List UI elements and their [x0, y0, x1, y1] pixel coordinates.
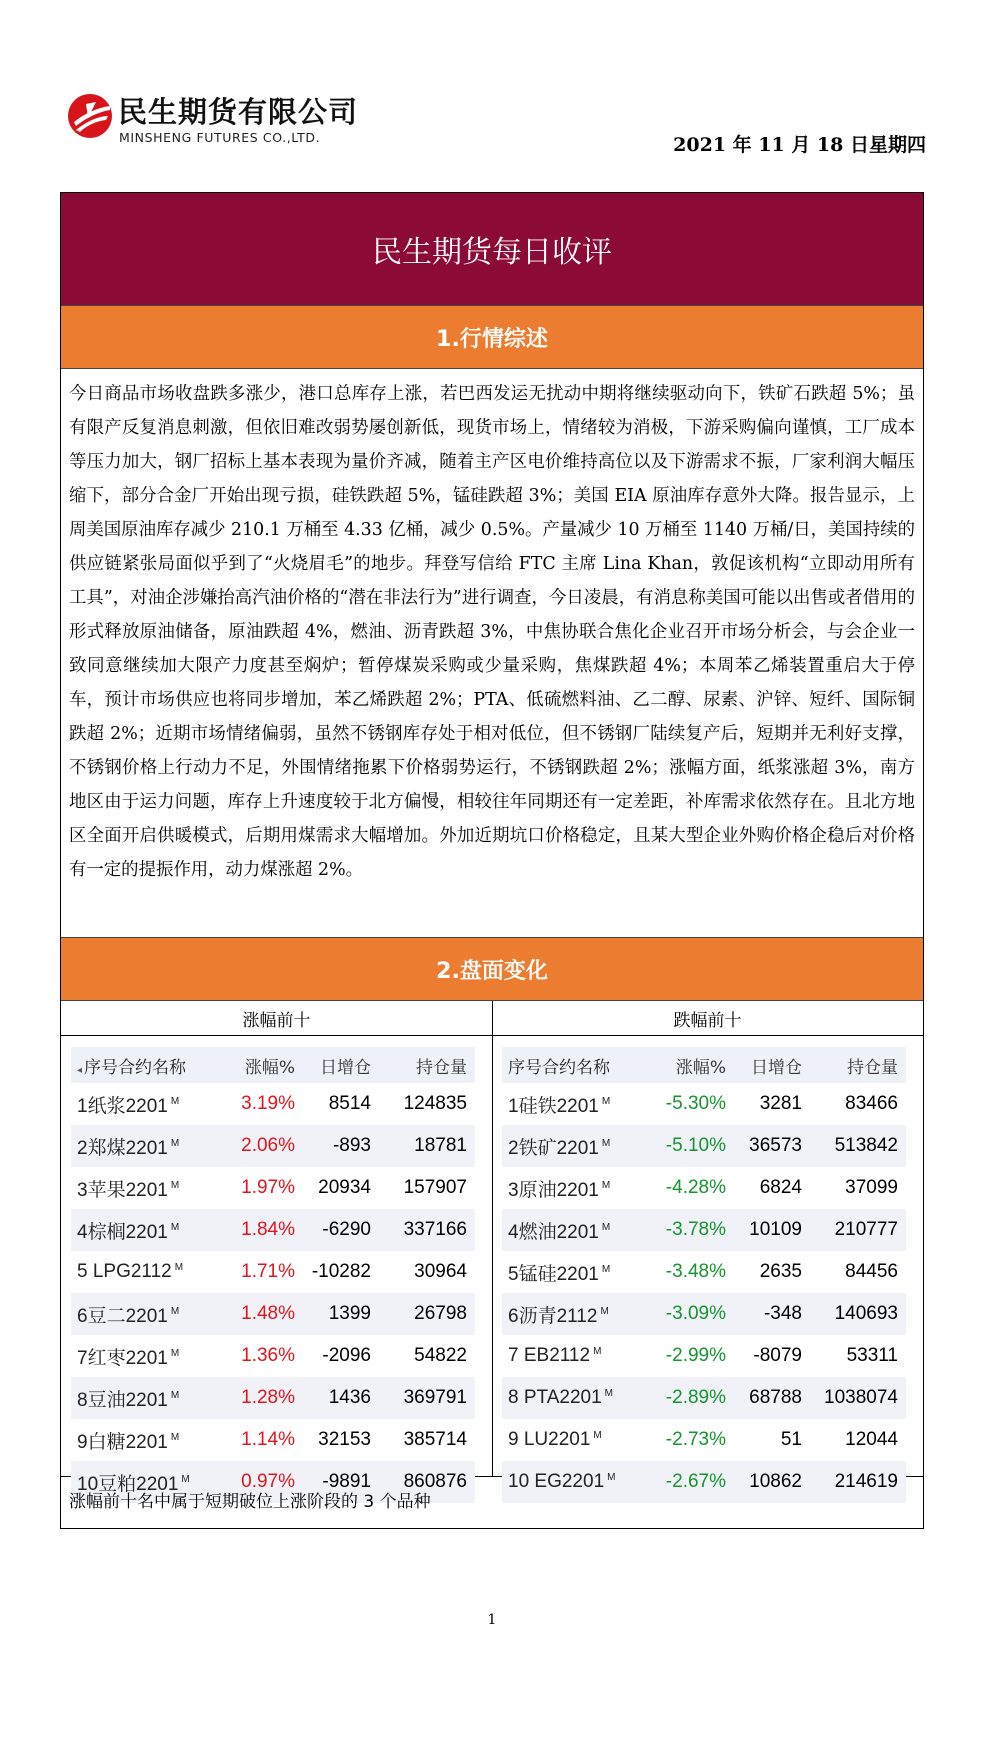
contract-name: 1纸浆2201 $^M$	[77, 1095, 180, 1117]
page-number: 1	[487, 1612, 497, 1628]
open-interest: 26798	[414, 1303, 467, 1324]
contract-marker: M	[600, 1306, 609, 1318]
column-header-pos: 持仓量	[847, 1057, 898, 1078]
table-row	[502, 1419, 906, 1461]
daily-position-change: 51	[780, 1429, 802, 1450]
contract-marker: M	[170, 1348, 180, 1360]
change-percent: 3.19%	[241, 1093, 295, 1114]
minsheng-logo-icon	[66, 92, 114, 140]
daily-position-change: 1399	[328, 1303, 371, 1324]
open-interest: 1038074	[824, 1387, 898, 1408]
open-interest: 860876	[403, 1471, 467, 1492]
daily-position-change: 32153	[318, 1429, 371, 1450]
column-header-pct: 涨幅%	[675, 1057, 726, 1078]
table-row	[71, 1251, 475, 1293]
open-interest: 30964	[414, 1261, 467, 1282]
daily-position-change: 2635	[759, 1261, 802, 1282]
contract-name: 7红枣2201 $^M$	[77, 1347, 180, 1369]
section-title-market-changes: 2.盘面变化	[61, 937, 923, 1001]
contract-name: 10 EG2201 $^M$	[508, 1471, 616, 1492]
table-header	[71, 1047, 475, 1083]
contract-marker: M	[601, 1180, 611, 1192]
change-percent: -2.89%	[665, 1387, 726, 1408]
open-interest: 157907	[403, 1177, 467, 1198]
change-percent: -5.30%	[665, 1093, 726, 1114]
report-frame	[60, 192, 924, 1529]
contract-marker: M	[174, 1261, 184, 1273]
contract-name: 4燃油2201 $^M$	[508, 1221, 611, 1243]
contract-marker: M	[170, 1432, 180, 1444]
change-percent: 2.06%	[241, 1135, 295, 1156]
contract-name: 9白糖2201 $^M$	[77, 1431, 180, 1453]
change-percent: 1.48%	[241, 1303, 295, 1324]
contract-name: 3苹果2201 $^M$	[77, 1179, 180, 1201]
table-row	[502, 1335, 906, 1377]
daily-position-change: -8079	[753, 1345, 802, 1366]
contract-name: 2铁矿2201 $^M$	[508, 1137, 611, 1159]
column-header-name: 序号合约名称	[84, 1057, 187, 1078]
contract-marker: M	[607, 1471, 616, 1483]
table-row	[502, 1167, 906, 1209]
daily-position-change: 20934	[318, 1177, 371, 1198]
daily-position-change: 3281	[759, 1093, 802, 1114]
table-row	[71, 1293, 475, 1335]
column-header-chg: 日增仓	[751, 1057, 802, 1078]
gainers-panel	[61, 1001, 493, 1495]
contract-name: 6豆二2201 $^M$	[77, 1305, 180, 1327]
contract-marker: M	[593, 1429, 602, 1441]
daily-position-change: -2096	[322, 1345, 371, 1366]
column-header-chg: 日增仓	[320, 1057, 371, 1078]
table-row	[71, 1419, 475, 1461]
contract-name: 4棕榈2201 $^M$	[77, 1221, 180, 1243]
losers-panel	[492, 1001, 923, 1492]
daily-position-change: -9891	[322, 1471, 371, 1492]
table-row	[71, 1377, 475, 1419]
table-row	[71, 1209, 475, 1251]
market-overview-text: 今日商品市场收盘跌多涨少，港口总库存上涨，若巴西发运无扰动中期将继续驱动向下，铁矿石跌超 5%；虽有限产反复消息刺激，但依旧难改弱势屡创新低，现货市场上，情绪较为消极，下游采购偏向谨慎，工厂成本等压力加大，钢厂招标上基本表现为量价齐减，随着主产区电价维持高位以及下游需求不振，厂家利润大幅压缩下，部分合金厂开始出现亏损，硅铁跌超 5%，锰硅跌超 3%；美国 EIA 原油库存意外大降。报告显示，上周美国原油库存减少 210.1 万桶至 4.33 亿桶，减少 0.5%。产量减少 10 万桶至 1140 万桶/日，美国持续的供应链紧张局面似乎到了“火烧眉毛”的地步。拜登写信给 FTC 主席 Lina Khan，敦促该机构“立即动用所有工具”，对油企涉嫌抬高汽油价格的“潜在非法行为”进行调查，今日凌晨，有消息称美国可能以出售或者借用的形式释放原油储备，原油跌超 4%，燃油、沥青跌超 3%，中焦协联合焦化企业召开市场分析会，与会企业一致同意继续加大限产力度甚至焖炉；暂停煤炭采购或少量采购，焦煤跌超 4%；本周苯乙烯装置重启大于停车，预计市场供应也将同步增加，苯乙烯跌超 2%；PTA、低硫燃料油、乙二醇、尿素、沪锌、短纤、国际铜跌超 2%；近期市场情绪偏弱，虽然不锈钢库存处于相对低位，但不锈钢厂陆续复产后，短期并无利好支撑，不锈钢价格上行动力不足，外围情绪拖累下价格弱势运行，不锈钢跌超 2%；涨幅方面，纸浆涨超 3%，南方地区由于运力问题，库存上升速度较于北方偏慢，相较往年同期还有一定差距，补库需求依然存在。且北方地区全面开启供暖模式，后期用煤需求大幅增加。外加近期坑口价格稳定，且某大型企业外购价格企稳后对价格有一定的提振作用，动力煤涨超 2%。	[69, 384, 915, 880]
change-percent: 1.71%	[241, 1261, 295, 1282]
losers-table	[502, 1047, 906, 1503]
contract-name: 10豆粕2201 $^M$	[77, 1473, 190, 1495]
contract-name: 7 EB2112 $^M$	[508, 1345, 602, 1366]
daily-position-change: 36573	[749, 1135, 802, 1156]
change-percent: -5.10%	[665, 1135, 726, 1156]
daily-position-change: 10862	[749, 1471, 802, 1492]
column-header-name: 序号合约名称	[508, 1057, 610, 1078]
company-name-en: MINSHENG FUTURES CO.,LTD.	[119, 130, 321, 145]
contract-marker: M	[601, 1222, 611, 1234]
change-percent: -3.48%	[665, 1261, 726, 1282]
daily-position-change: -893	[332, 1135, 371, 1156]
contract-name: 8豆油2201 $^M$	[77, 1389, 180, 1411]
daily-position-change: 10109	[749, 1219, 802, 1240]
contract-name: 9 LU2201 $^M$	[508, 1429, 602, 1450]
daily-position-change: -10282	[311, 1261, 371, 1282]
table-row	[502, 1293, 906, 1335]
company-name-cn: 民生期货有限公司	[118, 95, 359, 129]
contract-marker: M	[170, 1222, 180, 1234]
table-row	[71, 1335, 475, 1377]
contract-name: 5锰硅2201 $^M$	[508, 1263, 611, 1285]
gainers-table	[71, 1047, 475, 1503]
open-interest: 84456	[845, 1261, 898, 1282]
change-percent: -2.67%	[665, 1471, 726, 1492]
daily-position-change: -6290	[322, 1219, 371, 1240]
change-percent: 0.97%	[241, 1471, 295, 1492]
table-row	[502, 1251, 906, 1293]
change-percent: -2.99%	[665, 1345, 726, 1366]
open-interest: 337166	[403, 1219, 467, 1240]
contract-marker: M	[601, 1264, 611, 1276]
open-interest: 54822	[414, 1345, 467, 1366]
contract-name: 8 PTA2201 $^M$	[508, 1387, 613, 1408]
open-interest: 513842	[834, 1135, 898, 1156]
column-header-pos: 持仓量	[416, 1057, 467, 1078]
losers-title: 跌幅前十	[492, 1001, 923, 1036]
open-interest: 385714	[403, 1429, 467, 1450]
table-row	[502, 1377, 906, 1419]
open-interest: 37099	[845, 1177, 898, 1198]
change-percent: 1.28%	[241, 1387, 295, 1408]
change-percent: -3.78%	[665, 1219, 726, 1240]
table-header	[502, 1047, 906, 1083]
daily-position-change: 6824	[759, 1177, 802, 1198]
open-interest: 140693	[834, 1303, 898, 1324]
change-percent: -3.09%	[665, 1303, 726, 1324]
table-row	[502, 1461, 906, 1503]
table-row	[502, 1125, 906, 1167]
contract-marker: M	[170, 1096, 180, 1108]
open-interest: 12044	[845, 1429, 898, 1450]
table-row	[502, 1083, 906, 1125]
change-percent: -2.73%	[665, 1429, 726, 1450]
change-percent: 1.97%	[241, 1177, 295, 1198]
open-interest: 53311	[846, 1345, 898, 1366]
contract-name: 2郑煤2201 $^M$	[77, 1137, 180, 1159]
contract-name: 5 LPG2112 $^M$	[77, 1261, 184, 1282]
contract-marker: M	[601, 1138, 611, 1150]
change-percent: 1.14%	[241, 1429, 295, 1450]
company-logo	[66, 86, 366, 156]
ranking-tables	[61, 1001, 923, 1495]
contract-marker: M	[170, 1306, 180, 1318]
gainers-title: 涨幅前十	[61, 1001, 492, 1036]
change-percent: -4.28%	[665, 1177, 726, 1198]
contract-marker: M	[601, 1096, 611, 1108]
breakout-note: 涨幅前十名中属于短期破位上涨阶段的 3 个品种	[69, 1492, 431, 1512]
open-interest: 369791	[403, 1387, 467, 1408]
contract-marker: M	[170, 1390, 180, 1402]
contract-marker: M	[604, 1387, 613, 1399]
open-interest: 83466	[845, 1093, 898, 1114]
open-interest: 210777	[834, 1219, 898, 1240]
contract-marker: M	[170, 1138, 180, 1150]
section-title-overview: 1.行情综述	[61, 305, 923, 369]
column-header-pct: 涨幅%	[244, 1057, 295, 1078]
change-percent: 1.84%	[241, 1219, 295, 1240]
report-date: 2021 年 11 月 18 日星期四	[673, 134, 926, 156]
table-row	[71, 1083, 475, 1125]
table-row	[71, 1167, 475, 1209]
daily-position-change: 8514	[328, 1093, 371, 1114]
table-row	[71, 1125, 475, 1167]
contract-marker: M	[181, 1474, 190, 1486]
contract-name: 3原油2201 $^M$	[508, 1179, 611, 1201]
sort-arrow-icon: ◂	[77, 1064, 83, 1076]
open-interest: 214619	[834, 1471, 898, 1492]
open-interest: 124835	[403, 1093, 467, 1114]
contract-name: 6沥青2112 $^M$	[508, 1305, 609, 1327]
report-title: 民生期货每日收评	[61, 193, 923, 305]
open-interest: 18781	[414, 1135, 467, 1156]
change-percent: 1.36%	[241, 1345, 295, 1366]
table-row	[502, 1209, 906, 1251]
contract-marker: M	[593, 1345, 602, 1357]
daily-position-change: 68788	[749, 1387, 802, 1408]
daily-position-change: -348	[763, 1303, 802, 1324]
contract-marker: M	[170, 1180, 180, 1192]
daily-position-change: 1436	[328, 1387, 371, 1408]
contract-name: 1硅铁2201 $^M$	[508, 1095, 611, 1117]
